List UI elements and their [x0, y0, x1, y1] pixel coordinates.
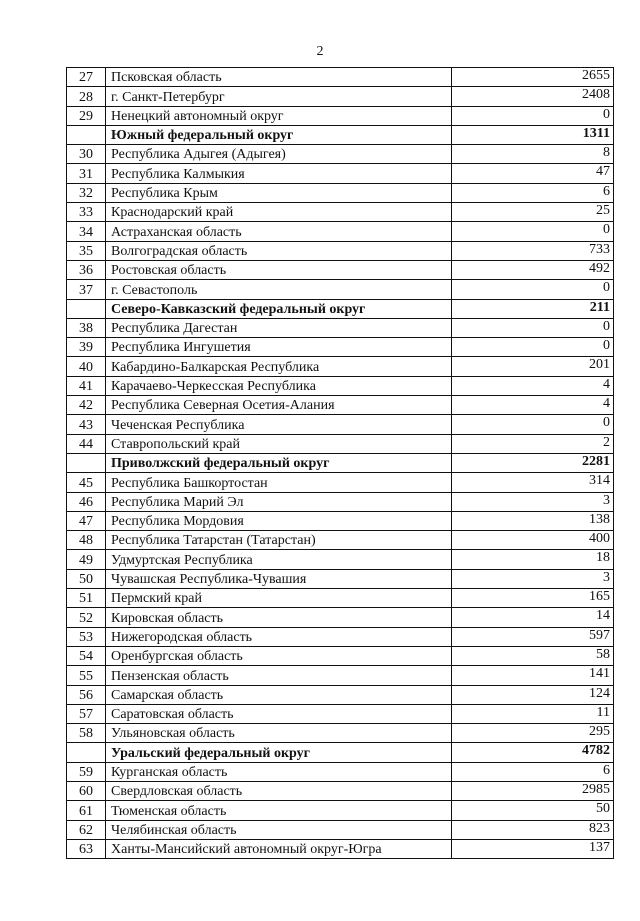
- table-row: [67, 666, 614, 685]
- region-name: Псковская область: [106, 68, 452, 87]
- table-row: [67, 318, 614, 337]
- district-row: [67, 743, 614, 762]
- district-total: 4782: [452, 743, 614, 762]
- region-value: 14: [452, 608, 614, 627]
- region-name: Тюменская область: [106, 801, 452, 820]
- region-value: 0: [452, 338, 614, 357]
- row-number: 63: [67, 839, 106, 858]
- row-number: 33: [67, 203, 106, 222]
- region-value: 0: [452, 318, 614, 337]
- table-row: [67, 434, 614, 453]
- row-number: 53: [67, 627, 106, 646]
- region-name: Республика Калмыкия: [106, 164, 452, 183]
- region-value: 50: [452, 801, 614, 820]
- row-number: 40: [67, 357, 106, 376]
- region-value: 0: [452, 222, 614, 241]
- regions-table: [66, 67, 614, 859]
- district-row: [67, 453, 614, 472]
- table-row: [67, 280, 614, 299]
- region-name: Кировская область: [106, 608, 452, 627]
- region-value: 137: [452, 839, 614, 858]
- table-row: [67, 376, 614, 395]
- table-row: [67, 68, 614, 87]
- row-number: 60: [67, 781, 106, 800]
- district-total: 2281: [452, 453, 614, 472]
- table-row: [67, 724, 614, 743]
- region-name: Самарская область: [106, 685, 452, 704]
- region-name: Челябинская область: [106, 820, 452, 839]
- row-number: 56: [67, 685, 106, 704]
- region-value: 733: [452, 241, 614, 260]
- region-name: Республика Татарстан (Татарстан): [106, 531, 452, 550]
- region-value: 3: [452, 492, 614, 511]
- region-name: Пензенская область: [106, 666, 452, 685]
- row-number: 42: [67, 396, 106, 415]
- region-name: Республика Башкортостан: [106, 473, 452, 492]
- table-row: [67, 241, 614, 260]
- row-number: 28: [67, 87, 106, 106]
- region-name: Ульяновская область: [106, 724, 452, 743]
- region-name: Республика Ингушетия: [106, 338, 452, 357]
- table-row: [67, 820, 614, 839]
- region-name: Нижегородская область: [106, 627, 452, 646]
- region-name: Астраханская область: [106, 222, 452, 241]
- region-name: Ненецкий автономный округ: [106, 106, 452, 125]
- region-value: 18: [452, 550, 614, 569]
- table-row: [67, 396, 614, 415]
- table-row: [67, 338, 614, 357]
- row-number: 30: [67, 145, 106, 164]
- row-number: 51: [67, 589, 106, 608]
- table-row: [67, 685, 614, 704]
- region-name: Республика Марий Эл: [106, 492, 452, 511]
- region-value: 47: [452, 164, 614, 183]
- row-number: [67, 299, 106, 318]
- district-name: Приволжский федеральный округ: [106, 453, 452, 472]
- region-name: Кабардино-Балкарская Республика: [106, 357, 452, 376]
- row-number: 49: [67, 550, 106, 569]
- region-name: Карачаево-Черкесская Республика: [106, 376, 452, 395]
- region-value: 141: [452, 666, 614, 685]
- region-name: Республика Дагестан: [106, 318, 452, 337]
- region-name: Республика Крым: [106, 183, 452, 202]
- district-name: Северо-Кавказский федеральный округ: [106, 299, 452, 318]
- row-number: 55: [67, 666, 106, 685]
- region-value: 6: [452, 183, 614, 202]
- row-number: 36: [67, 260, 106, 279]
- row-number: 59: [67, 762, 106, 781]
- region-name: Волгоградская область: [106, 241, 452, 260]
- region-value: 2985: [452, 781, 614, 800]
- region-value: 314: [452, 473, 614, 492]
- table-row: [67, 145, 614, 164]
- table-row: [67, 531, 614, 550]
- page-number: 2: [316, 44, 324, 59]
- district-name: Уральский федеральный округ: [106, 743, 452, 762]
- region-value: 11: [452, 704, 614, 723]
- region-name: Республика Северная Осетия-Алания: [106, 396, 452, 415]
- region-name: Республика Мордовия: [106, 511, 452, 530]
- region-value: 823: [452, 820, 614, 839]
- region-name: Оренбургская область: [106, 646, 452, 665]
- table-row: [67, 839, 614, 858]
- region-value: 58: [452, 646, 614, 665]
- region-value: 295: [452, 724, 614, 743]
- table-row: [67, 627, 614, 646]
- region-value: 6: [452, 762, 614, 781]
- district-total: 1311: [452, 125, 614, 144]
- row-number: 29: [67, 106, 106, 125]
- region-name: Чеченская Республика: [106, 415, 452, 434]
- region-name: Свердловская область: [106, 781, 452, 800]
- district-name: Южный федеральный округ: [106, 125, 452, 144]
- region-name: Чувашская Республика-Чувашия: [106, 569, 452, 588]
- region-value: 2: [452, 434, 614, 453]
- region-value: 25: [452, 203, 614, 222]
- row-number: 32: [67, 183, 106, 202]
- row-number: [67, 743, 106, 762]
- table-row: [67, 511, 614, 530]
- row-number: 41: [67, 376, 106, 395]
- table-row: [67, 550, 614, 569]
- row-number: 27: [67, 68, 106, 87]
- region-name: Республика Адыгея (Адыгея): [106, 145, 452, 164]
- table-row: [67, 608, 614, 627]
- table-row: [67, 589, 614, 608]
- row-number: 52: [67, 608, 106, 627]
- table-row: [67, 473, 614, 492]
- table-row: [67, 801, 614, 820]
- region-value: 138: [452, 511, 614, 530]
- regions-table-body: [67, 68, 614, 859]
- table-row: [67, 87, 614, 106]
- table-row: [67, 762, 614, 781]
- row-number: 37: [67, 280, 106, 299]
- region-value: 3: [452, 569, 614, 588]
- region-name: г. Севастополь: [106, 280, 452, 299]
- table-row: [67, 646, 614, 665]
- row-number: 43: [67, 415, 106, 434]
- region-name: Ставропольский край: [106, 434, 452, 453]
- region-value: 124: [452, 685, 614, 704]
- table-row: [67, 415, 614, 434]
- region-name: г. Санкт-Петербург: [106, 87, 452, 106]
- row-number: 62: [67, 820, 106, 839]
- row-number: 35: [67, 241, 106, 260]
- row-number: 54: [67, 646, 106, 665]
- region-name: Ханты-Мансийский автономный округ-Югра: [106, 839, 452, 858]
- region-value: 2408: [452, 87, 614, 106]
- region-name: Краснодарский край: [106, 203, 452, 222]
- row-number: 38: [67, 318, 106, 337]
- row-number: 58: [67, 724, 106, 743]
- district-total: 211: [452, 299, 614, 318]
- district-row: [67, 125, 614, 144]
- region-value: 4: [452, 376, 614, 395]
- table-row: [67, 260, 614, 279]
- table-row: [67, 357, 614, 376]
- table-row: [67, 569, 614, 588]
- row-number: 39: [67, 338, 106, 357]
- region-name: Саратовская область: [106, 704, 452, 723]
- row-number: 46: [67, 492, 106, 511]
- region-value: 4: [452, 396, 614, 415]
- region-name: Ростовская область: [106, 260, 452, 279]
- region-value: 2655: [452, 68, 614, 87]
- table-row: [67, 203, 614, 222]
- table-row: [67, 164, 614, 183]
- region-value: 597: [452, 627, 614, 646]
- table-row: [67, 222, 614, 241]
- table-row: [67, 106, 614, 125]
- region-value: 165: [452, 589, 614, 608]
- region-value: 492: [452, 260, 614, 279]
- table-row: [67, 183, 614, 202]
- region-value: 400: [452, 531, 614, 550]
- region-value: 0: [452, 280, 614, 299]
- region-value: 201: [452, 357, 614, 376]
- region-name: Курганская область: [106, 762, 452, 781]
- region-value: 0: [452, 106, 614, 125]
- region-name: Пермский край: [106, 589, 452, 608]
- row-number: [67, 453, 106, 472]
- table-row: [67, 781, 614, 800]
- region-value: 8: [452, 145, 614, 164]
- table-row: [67, 704, 614, 723]
- region-name: Удмуртская Республика: [106, 550, 452, 569]
- row-number: 31: [67, 164, 106, 183]
- row-number: 61: [67, 801, 106, 820]
- row-number: 50: [67, 569, 106, 588]
- row-number: 44: [67, 434, 106, 453]
- region-value: 0: [452, 415, 614, 434]
- row-number: 34: [67, 222, 106, 241]
- district-row: [67, 299, 614, 318]
- row-number: 47: [67, 511, 106, 530]
- row-number: 57: [67, 704, 106, 723]
- row-number: 45: [67, 473, 106, 492]
- row-number: [67, 125, 106, 144]
- table-row: [67, 492, 614, 511]
- row-number: 48: [67, 531, 106, 550]
